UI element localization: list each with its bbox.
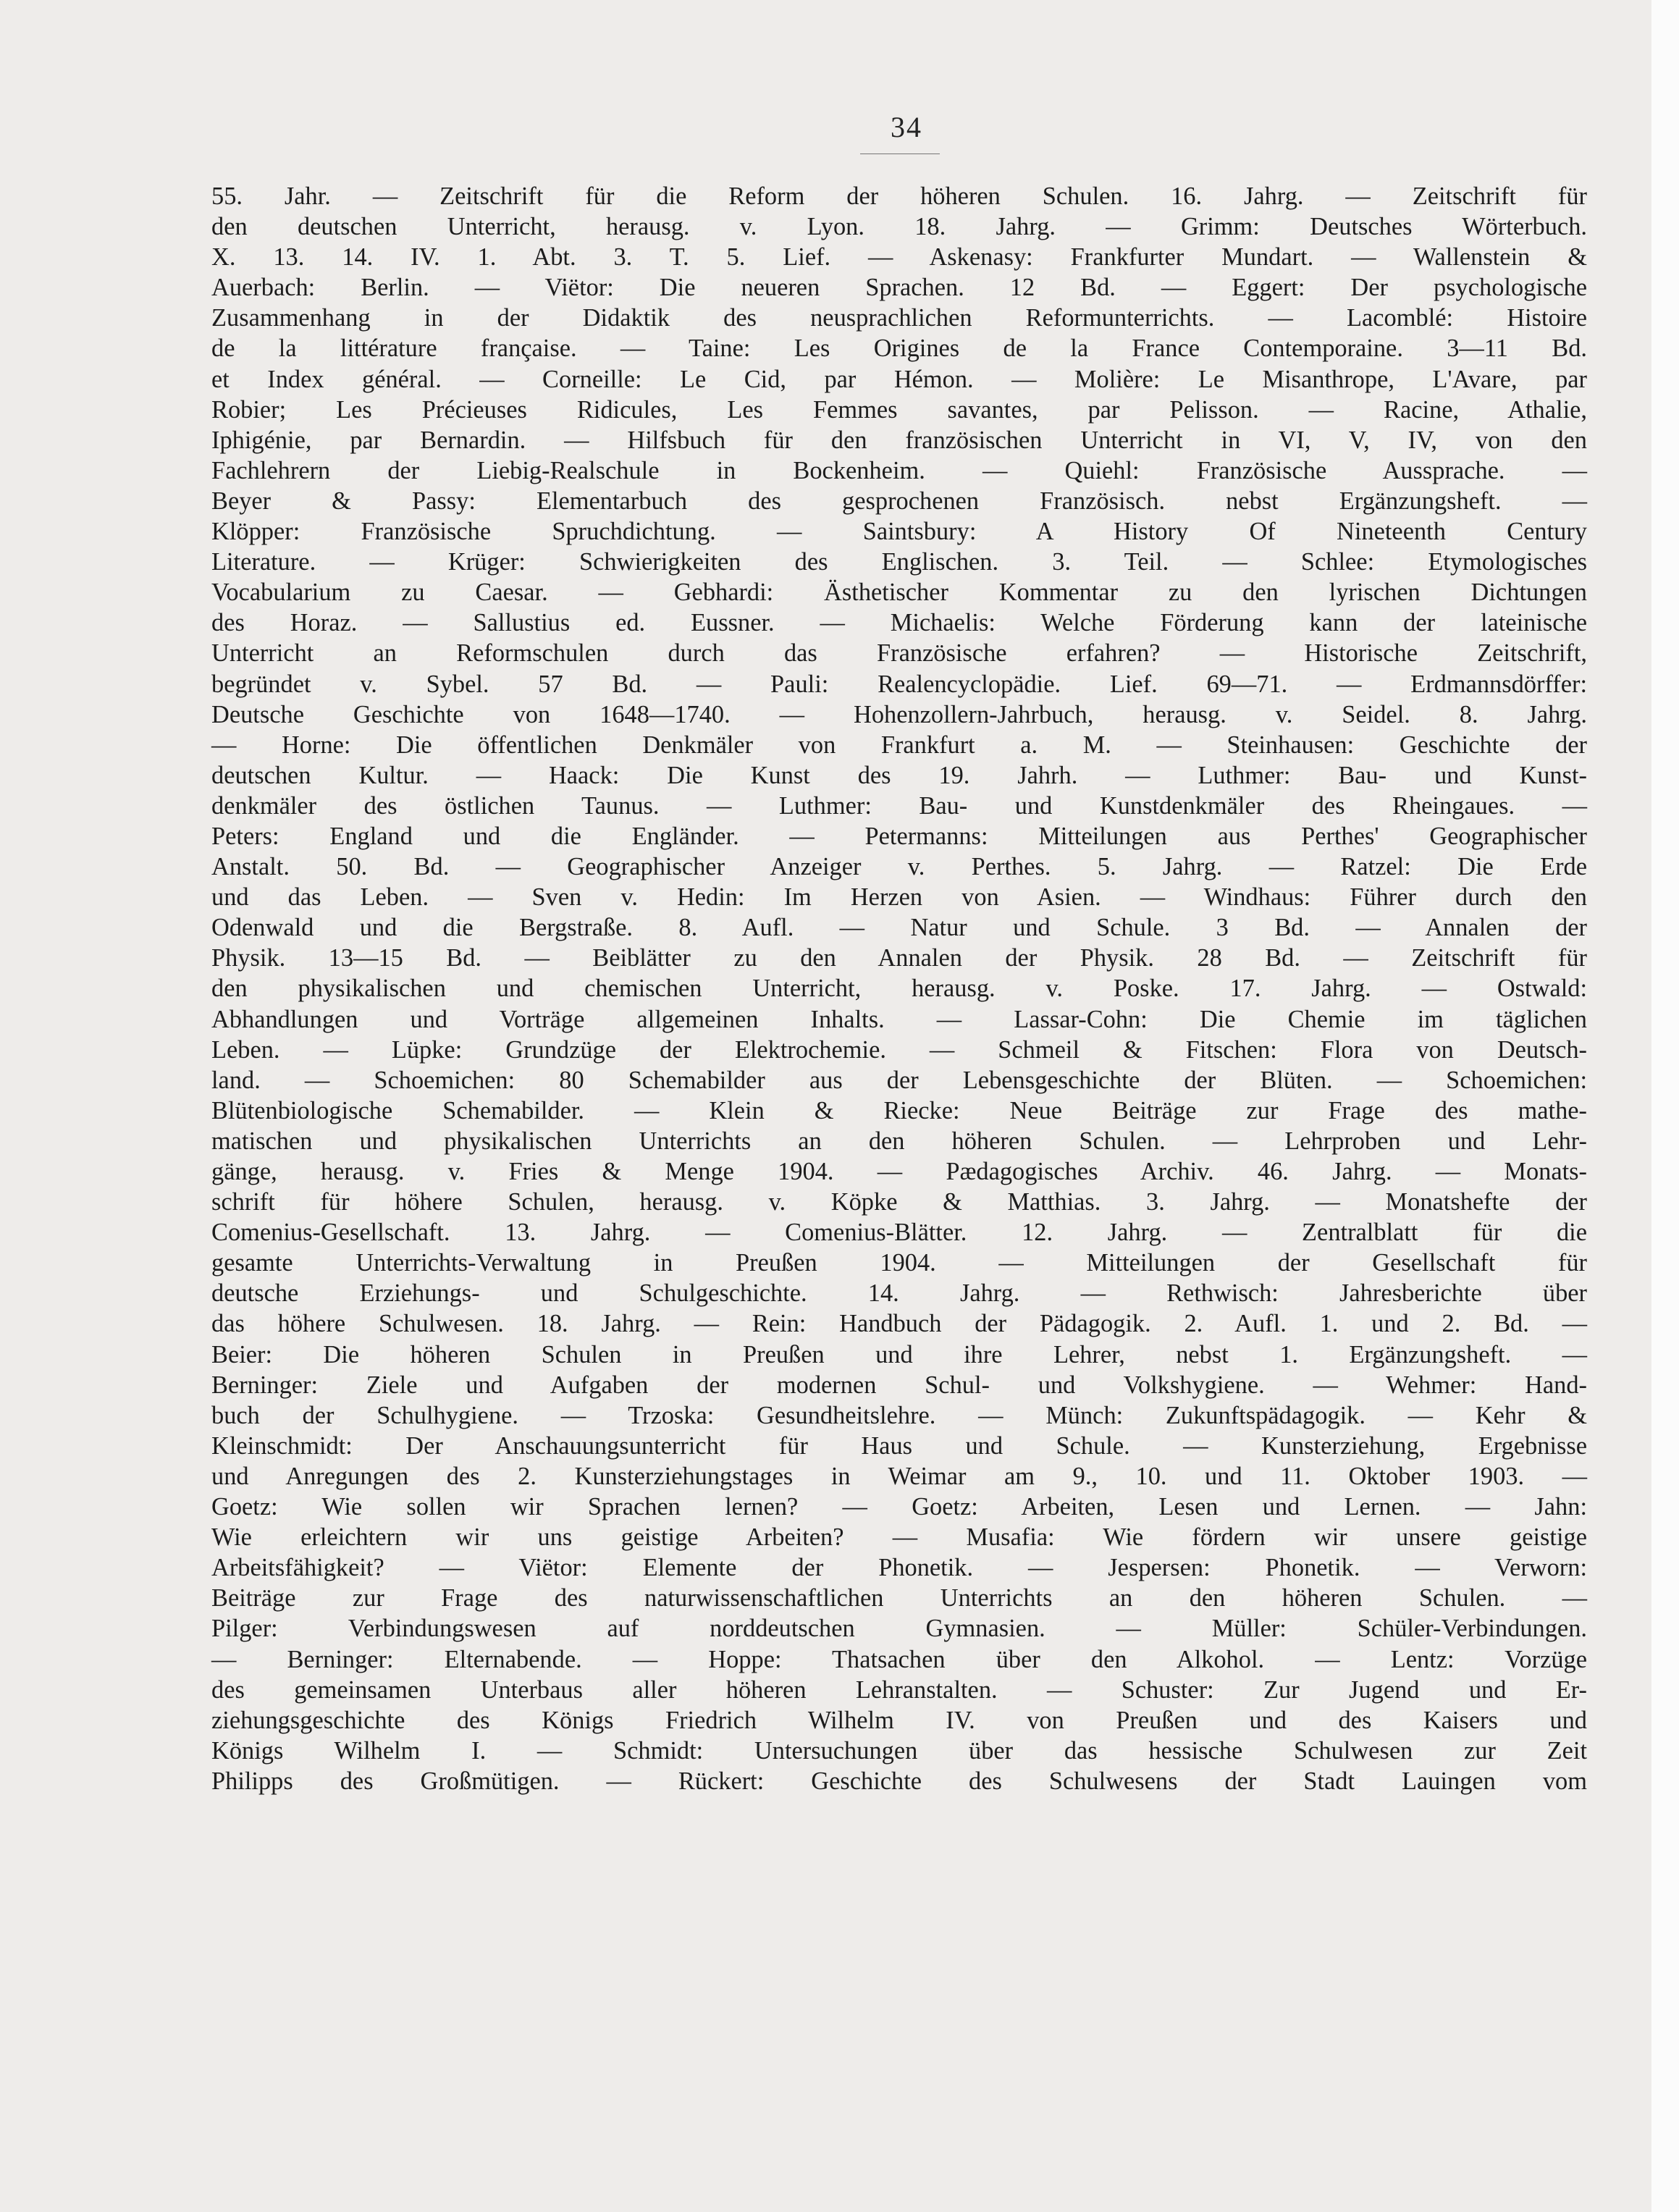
text-line: et Index général. — Corneille: Le Cid, par Hémon. — Molière: Le Misanthrope, L'Avare, par [211,365,1587,393]
text-line: den physikalischen und chemischen Unterricht, herausg. v. Poske. 17. Jahrg. — Ostwald: [211,975,1587,1003]
text-line: Robier; Les Précieuses Ridicules, Les Femmes savantes, par Pelisson. — Racine, Athalie, [211,395,1587,424]
text-line: Comenius-Gesellschaft. 13. Jahrg. — Comenius-Blätter. 12. Jahrg. — Zentralblatt für die [211,1219,1587,1247]
text-line: des Horaz. — Sallustius ed. Eussner. — Michaelis: Welche Förderung kann der lateinische [211,609,1587,637]
text-line: — Horne: Die öffentlichen Denkmäler von Frankfurt a. M. — Steinhausen: Geschichte der [211,731,1587,759]
text-line: Fachlehrern der Liebig-Realschule in Bockenheim. — Quiehl: Französische Aussprache. — [211,456,1587,484]
text-line: X. 13. 14. IV. 1. Abt. 3. T. 5. Lief. — Askenasy: Frankfurter Mundart. — Wallenstein & [211,243,1587,272]
text-line: Iphigénie, par Bernardin. — Hilfsbuch für den französischen Unterricht in VI, V, IV, von den [211,426,1587,454]
page-margin-edge [1651,0,1679,2212]
text-line: Goetz: Wie sollen wir Sprachen lernen? — Goetz: Arbeiten, Lesen und Lernen. — Jahn: [211,1493,1587,1521]
text-line: Anstalt. 50. Bd. — Geographischer Anzeiger v. Perthes. 5. Jahrg. — Ratzel: Die Erde [211,853,1587,881]
text-line: 55. Jahr. — Zeitschrift für die Reform der höheren Schulen. 16. Jahrg. — Zeitschrift für [211,182,1587,210]
text-line: Beier: Die höheren Schulen in Preußen und ihre Lehrer, nebst 1. Ergänzungsheft. — [211,1340,1587,1368]
text-line: Kleinschmidt: Der Anschauungsunterricht für Haus und Schule. — Kunsterziehung, Ergebnisse [211,1431,1587,1460]
text-line: Beiträge zur Frage des naturwissenschaftlichen Unterrichts an den höheren Schulen. — [211,1584,1587,1612]
text-line: deutsche Erziehungs- und Schulgeschichte. 14. Jahrg. — Rethwisch: Jahresberichte über [211,1279,1587,1308]
text-line: land. — Schoemichen: 80 Schemabilder aus der Lebensgeschichte der Blüten. — Schoemichen: [211,1066,1587,1094]
text-line: — Berninger: Elternabende. — Hoppe: Thatsachen über den Alkohol. — Lentz: Vorzüge [211,1645,1587,1673]
text-line: de la littérature française. — Taine: Les Origines de la France Contemporaine. 3—11 Bd. [211,335,1587,363]
text-line: schrift für höhere Schulen, herausg. v. Köpke & Matthias. 3. Jahrg. — Monatshefte der [211,1188,1587,1216]
text-line: Berninger: Ziele und Aufgaben der modernen Schul- und Volkshygiene. — Wehmer: Hand- [211,1371,1587,1399]
text-line: Leben. — Lüpke: Grundzüge der Elektrochemie. — Schmeil & Fitschen: Flora von Deutsch- [211,1035,1587,1064]
text-line: den deutschen Unterricht, herausg. v. Lyon. 18. Jahrg. — Grimm: Deutsches Wörterbuch. [211,213,1587,241]
text-line: Literature. — Krüger: Schwierigkeiten des Englischen. 3. Teil. — Schlee: Etymologisches [211,548,1587,576]
text-line: und Anregungen des 2. Kunsterziehungstages in Weimar am 9., 10. und 11. Oktober 1903. — [211,1462,1587,1490]
text-line: Unterricht an Reformschulen durch das Französische erfahren? — Historische Zeitschrift, [211,639,1587,668]
text-line: gänge, herausg. v. Fries & Menge 1904. — Pædagogisches Archiv. 46. Jahrg. — Monats- [211,1158,1587,1185]
text-line: Peters: England und die Engländer. — Petermanns: Mitteilungen aus Perthes' Geographischer [211,822,1587,850]
body-text [211,181,1587,1796]
text-line: denkmäler des östlichen Taunus. — Luthmer: Bau- und Kunstdenkmäler des Rheingaues. — [211,791,1587,820]
text-line: gesamte Unterrichts-Verwaltung in Preußen 1904. — Mitteilungen der Gesellschaft für [211,1249,1587,1277]
text-line: Vocabularium zu Caesar. — Gebhardi: Ästhetischer Kommentar zu den lyrischen Dichtungen [211,579,1587,607]
text-line: Wie erleichtern wir uns geistige Arbeiten? — Musafia: Wie fördern wir unsere geistige [211,1523,1587,1552]
text-line: Blütenbiologische Schemabilder. — Klein & Riecke: Neue Beiträge zur Frage des mathe- [211,1096,1587,1124]
text-line: Physik. 13—15 Bd. — Beiblätter zu den Annalen der Physik. 28 Bd. — Zeitschrift für [211,944,1587,972]
text-line: Pilger: Verbindungswesen auf norddeutschen Gymnasien. — Müller: Schüler-Verbindungen. [211,1615,1587,1643]
text-line: Beyer & Passy: Elementarbuch des gesprochenen Französisch. nebst Ergänzungsheft. — [211,487,1587,515]
text-line: matischen und physikalischen Unterrichts an den höheren Schulen. — Lehrproben und Lehr- [211,1127,1587,1155]
text-line: Deutsche Geschichte von 1648—1740. — Hohenzollern-Jahrbuch, herausg. v. Seidel. 8. Jahrg. [211,700,1587,728]
text-line: Königs Wilhelm I. — Schmidt: Untersuchungen über das hessische Schulwesen zur Zeit [211,1736,1587,1765]
page-number: 34 [891,111,922,143]
text-line: Klöpper: Französische Spruchdichtung. — Saintsbury: A History Of Nineteenth Century [211,518,1587,546]
text-line: ziehungsgeschichte des Königs Friedrich Wilhelm IV. von Preußen und des Kaisers und [211,1706,1587,1734]
text-line: Abhandlungen und Vorträge allgemeinen Inhalts. — Lassar-Cohn: Die Chemie im täglichen [211,1005,1587,1033]
text-line: buch der Schulhygiene. — Trzoska: Gesundheitslehre. — Münch: Zukunftspädagogik. — Kehr & [211,1401,1587,1429]
text-line: Zusammenhang in der Didaktik des neusprachlichen Reformunterrichts. — Lacomblé: Histoire [211,304,1587,332]
text-line: deutschen Kultur. — Haack: Die Kunst des 19. Jahrh. — Luthmer: Bau- und Kunst- [211,761,1587,789]
text-line: und das Leben. — Sven v. Hedin: Im Herzen von Asien. — Windhaus: Führer durch den [211,883,1587,912]
text-line: Arbeitsfähigkeit? — Viëtor: Elemente der Phonetik. — Jespersen: Phonetik. — Verworn: [211,1554,1587,1582]
text-line: Auerbach: Berlin. — Viëtor: Die neueren Sprachen. 12 Bd. — Eggert: Der psychologische [211,274,1587,302]
text-line: Odenwald und die Bergstraße. 8. Aufl. — Natur und Schule. 3 Bd. — Annalen der [211,914,1587,942]
text-line: Philipps des Großmütigen. — Rückert: Geschichte des Schulwesens der Stadt Lauingen vom [211,1767,1587,1795]
text-line: das höhere Schulwesen. 18. Jahrg. — Rein: Handbuch der Pädagogik. 2. Aufl. 1. und 2. Bd. — [211,1310,1587,1338]
text-line: begründet v. Sybel. 57 Bd. — Pauli: Realencyclopädie. Lief. 69—71. — Erdmannsdörffer: [211,670,1587,698]
text-line: des gemeinsamen Unterbaus aller höheren Lehranstalten. — Schuster: Zur Jugend und Er- [211,1675,1587,1704]
